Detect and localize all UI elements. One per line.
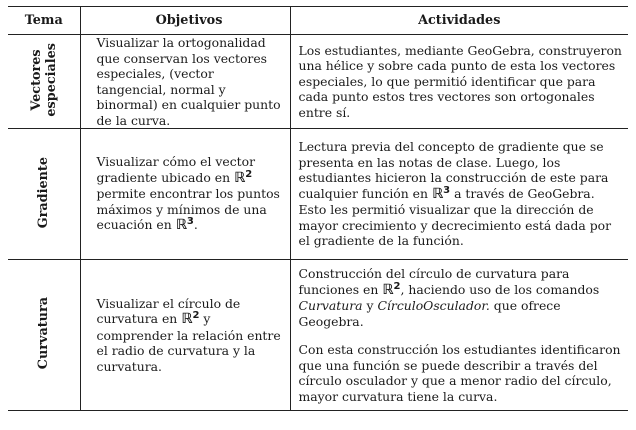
objetivo-cell — [80, 35, 290, 129]
tema-label-line2: especiales — [43, 42, 59, 117]
real-numbers-symbol: ℝ — [175, 217, 187, 234]
tema-cell — [8, 129, 80, 260]
exponent: 3 — [186, 216, 194, 228]
actividad-cell — [290, 129, 628, 260]
actividad-text-a: Construcción del círculo de curvatura para funciones en — [298, 266, 570, 297]
tema-cell — [8, 260, 80, 411]
actividad-text-b: a través de GeoGebra. Esto les permitió visualizar que la dirección de mayor crecimiento y decrecimiento está dada por el gradiente de la función. — [298, 185, 612, 249]
actividad-paragraph-2: Con esta construcción los estudiantes identificaron que una función se puede describir a través del círculo osculador y que a menor radio del círculo, mayor curvatura tiene la curva. — [298, 342, 621, 404]
exponent: 2 — [393, 280, 401, 292]
command-circulo-osculador: CírculoOsculador. — [377, 298, 490, 313]
exponent: 2 — [245, 168, 253, 180]
actividad-text: Los estudiantes, mediante GeoGebra, construyeron una hélice y sobre cada punto de esta los vectores especiales, lo que permitió identificar que para cada punto estos tres vectores son ortogonales entre sí. — [298, 42, 622, 120]
table-row — [8, 35, 628, 129]
tema-label — [36, 297, 51, 369]
real-numbers-symbol: ℝ — [234, 169, 246, 186]
actividad-text-d: que ofrece Geogebra. — [298, 298, 561, 329]
header-actividades: Actividades — [290, 7, 628, 35]
activities-table — [8, 6, 628, 411]
header-objetivos: Objetivos — [80, 7, 290, 35]
tema-label-line1: Gradiente — [36, 156, 52, 228]
objetivo-text-c: . — [193, 217, 198, 233]
tema-cell — [8, 35, 80, 129]
objetivo-text-a: Visualizar cómo el vector gradiente ubicado en — [96, 154, 256, 185]
objetivo-cell — [80, 260, 290, 411]
table-row — [8, 129, 628, 260]
real-numbers-symbol: ℝ — [382, 281, 394, 298]
objetivo-text: Visualizar la ortogonalidad que conservan los vectores especiales, (vector tangencial, normal y binormal) en cualquier punto de la curva. — [96, 35, 281, 128]
actividad-text-b: , haciendo uso de los comandos — [400, 281, 600, 297]
objetivo-cell — [80, 129, 290, 260]
exponent: 2 — [192, 310, 200, 322]
objetivo-text-b: y comprender la relación entre el radio de curvatura y la curvatura. — [96, 311, 281, 374]
header-row — [8, 7, 628, 35]
actividad-paragraph-1 — [299, 266, 600, 329]
objetivo-text-a: Visualizar el círculo de curvatura en — [96, 295, 241, 327]
tema-label-line1: Curvatura — [36, 297, 52, 370]
tema-label — [29, 43, 59, 117]
actividad-text-c: y — [366, 298, 374, 313]
tema-label-line1: Vectores — [28, 49, 44, 111]
actividad-text-a: Lectura previa del concepto de gradiente que se presenta en las notas de clase. Luego, los estudiantes hicieron la construcción de este para cualquier función en — [298, 139, 609, 201]
actividad-cell — [290, 260, 628, 411]
table-row — [8, 260, 628, 411]
actividad-cell — [290, 35, 628, 129]
command-curvatura: Curvatura — [298, 298, 363, 313]
exponent: 3 — [443, 184, 451, 196]
real-numbers-symbol: ℝ — [181, 311, 193, 328]
header-tema: Tema — [8, 7, 80, 35]
real-numbers-symbol: ℝ — [431, 185, 444, 202]
tema-label — [36, 157, 51, 228]
paragraph-gap — [299, 329, 623, 342]
objetivo-text-b: permite encontrar los puntos máximos y mínimos de una ecuación en — [96, 186, 280, 233]
